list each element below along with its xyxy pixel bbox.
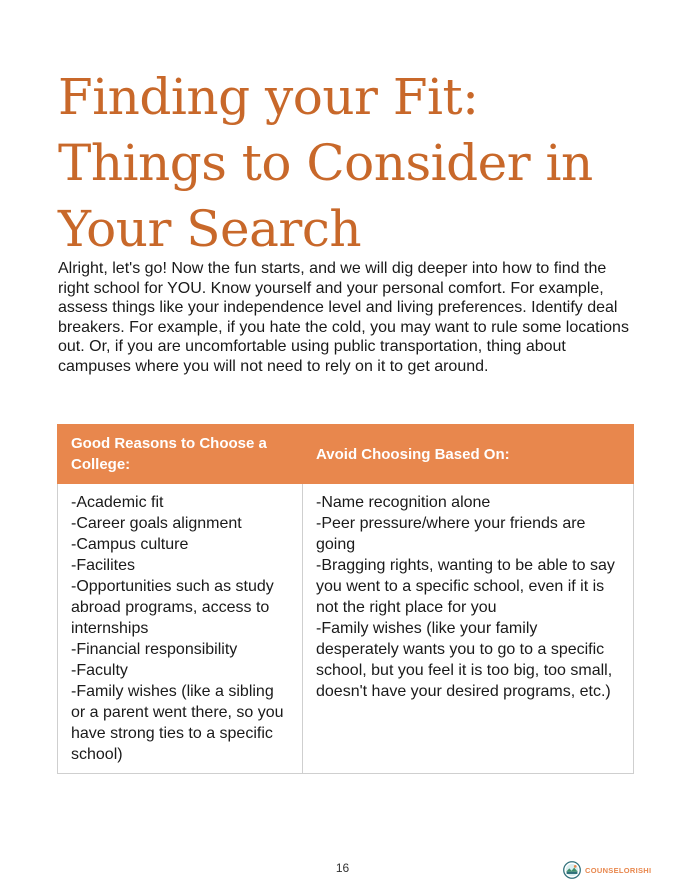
brand-name: COUNSELORISHI: [585, 865, 652, 875]
list-item: -Campus culture: [71, 536, 189, 553]
list-item: -Faculty: [71, 662, 128, 679]
list-item: -Name recognition alone: [316, 494, 491, 511]
list-item: -Career goals alignment: [71, 515, 242, 532]
page-title: Finding your Fit: Things to Consider in Your Search: [58, 68, 593, 258]
page-number: 16: [335, 861, 350, 875]
header-avoid: Avoid Choosing Based On:: [303, 425, 634, 484]
intro-paragraph: Alright, let's go! Now the fun starts, and we will dig deeper into how to find the right school for YOU. Know yourself and your personal comfort. For example, assess things like your independence level and living preferences. Identify deal breakers. For example, if you hate the cold, you may want to rule some locations out. Or, if you are uncomfortable using public transportation, thing about campuses where you will not need to rely on it to get around.: [58, 260, 629, 375]
list-item: -Peer pressure/where your friends are going: [316, 515, 586, 553]
list-item: -Facilites: [71, 557, 136, 574]
good-reasons-cell: [58, 484, 303, 774]
avoid-cell: [303, 484, 634, 774]
reasons-table: [57, 424, 634, 774]
header-good-reasons: Good Reasons to Choose a College:: [58, 425, 303, 484]
table-header-row: [58, 425, 634, 484]
list-item: -Family wishes (like your family desperately wants you to go to a specific school, but you feel it is too big, too small, doesn't have your desired programs, etc.): [316, 620, 613, 700]
list-item: -Academic fit: [71, 494, 164, 511]
counselorish-logo-icon: [563, 861, 581, 879]
list-item: -Bragging rights, wanting to be able to say you went to a specific school, even if it is not the right place for you: [316, 557, 615, 616]
table-row: [58, 484, 634, 774]
brand-logo: [563, 859, 653, 881]
list-item: -Financial responsibility: [71, 641, 238, 658]
list-item: -Family wishes (like a sibling or a parent went there, so you have strong ties to a specific school): [71, 683, 284, 763]
list-item: -Opportunities such as study abroad programs, access to internships: [71, 578, 274, 637]
